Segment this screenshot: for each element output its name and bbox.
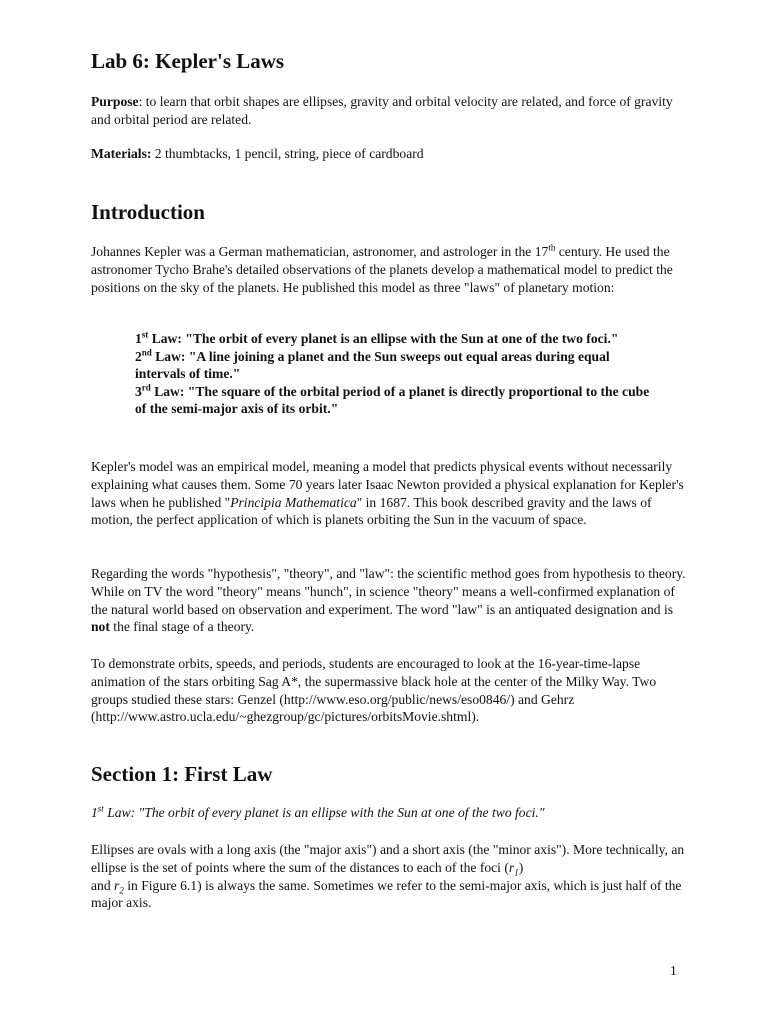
principia-title: Principia Mathematica: [230, 494, 357, 510]
law-2-sup: nd: [141, 346, 152, 357]
purpose-paragraph: [91, 93, 687, 129]
law-item-3: [135, 383, 655, 418]
section1-quote: [91, 804, 687, 822]
intro-p2-text-a: Kepler's model was an empirical model, meaning a model that predicts physical events without necessarily explaining what causes them. Some 70 years later Isaac Newton provided a physical explanation for Kepler's laws when he published ": [91, 459, 684, 510]
intro-p3-text-a: Regarding the words "hypothesis", "theory", and "law": the scientific method goes from hypothesis to theory. While on TV the word "theory" means "hunch", in science "theory" means a well-confirmed explanation of the natural world based on observation and experiment. The word "law" is an antiquated designation and is: [91, 566, 686, 617]
page-number: 1: [670, 963, 677, 978]
purpose-text: : to learn that orbit shapes are ellipses, gravity and orbital velocity are related, and force of gravity and orbital period are related.: [91, 94, 673, 127]
law-3-number: 3: [135, 383, 142, 399]
materials-paragraph: [91, 145, 687, 163]
r2-symbol: $r_2$: [114, 877, 124, 896]
intro-p2-text-b: " in 1687. This book described gravity and the laws of motion, the perfect application of which is planets orbiting the Sun in the vacuum of space.: [91, 494, 652, 528]
section1-quote-text: Law: "The orbit of every planet is an ellipse with the Sun at one of the two foci.": [103, 805, 545, 820]
intro-paragraph-3: [91, 565, 687, 636]
materials-text: 2 thumbtacks, 1 pencil, string, piece of cardboard: [151, 146, 424, 161]
intro-p3-text-b: the final stage of a theory.: [109, 619, 255, 635]
section1-paragraph-1: Ellipses are ovals with a long axis (the "major axis") and a short axis (the "minor axis"). More technically, an ellipse is the set of points where the sum of the distances to each of the foci $(r_1)$ and $r_2$ in Figure 6.1) is always the same. Sometimes we refer to the semi-major axis, which is just half of the major axis.: [91, 842, 685, 911]
law-3-text: Law: "The square of the orbital period of a planet is directly proportional to the cube of the semi-major axis of its orbit.": [135, 383, 650, 416]
intro-paragraph-2: [91, 458, 687, 529]
materials-label: Materials:: [91, 146, 152, 161]
law-item-1: [135, 330, 655, 348]
introduction-heading: Introduction: [91, 200, 205, 224]
law-3-sup: rd: [141, 381, 151, 392]
law-1-text: Law: "The orbit of every planet is an ellipse with the Sun at one of the two foci.": [148, 331, 619, 346]
law-1-number: 1: [135, 331, 142, 346]
intro-paragraph-1: [91, 243, 687, 296]
section1-p1-text-b: in Figure 6.1) is always the same. Sometimes we refer to the semi-major axis, which is just half of the major axis.: [91, 877, 682, 911]
law-2-number: 2: [135, 348, 142, 364]
law-item-2: [135, 348, 655, 383]
section1-p1-text-a: Ellipses are ovals with a long axis (the "major axis") and a short axis (the "minor axis"). More technically, an ellipse is the set of points where the sum of the distances to each of the foci (: [91, 842, 685, 875]
law-2-text: Law: "A line joining a planet and the Sun sweeps out equal areas during equal intervals of time.": [135, 348, 610, 381]
page-title: Lab 6: Kepler's Laws: [91, 49, 285, 73]
intro-p1-text-b: century. He used the astronomer Tycho Brahe's detailed observations of the planets develop a mathematical model to predict the positions on the sky of the planets. He published this model as three "laws" of planetary motion:: [91, 244, 673, 295]
intro-p3-bold: not: [91, 619, 110, 635]
intro-p1-sup: th: [548, 242, 556, 253]
purpose-label: Purpose: [91, 94, 139, 109]
intro-paragraph-4: To demonstrate orbits, speeds, and periods, students are encouraged to look at the 16-year-time-lapse animation of the stars orbiting Sag A*, the supermassive black hole at the center of the Milky Way. Two groups studied these stars: Genzel (http://www.eso.org/public/news/eso0846/) and Gehrz (http://www.astro.ucla.edu/~ghezgroup/gc/pictures/orbitsMovie.shtml).: [91, 656, 657, 725]
r1-symbol: $r_1$: [508, 859, 519, 878]
intro-p1-text-a: Johannes Kepler was a German mathematician, astronomer, and astrologer in the 17: [91, 244, 549, 259]
law-1-sup: st: [141, 329, 149, 340]
section1-quote-sup: st: [97, 803, 104, 814]
keplers-laws-list: [135, 330, 655, 418]
section1-quote-number: 1: [91, 805, 98, 820]
section1-heading: Section 1: First Law: [91, 762, 273, 786]
